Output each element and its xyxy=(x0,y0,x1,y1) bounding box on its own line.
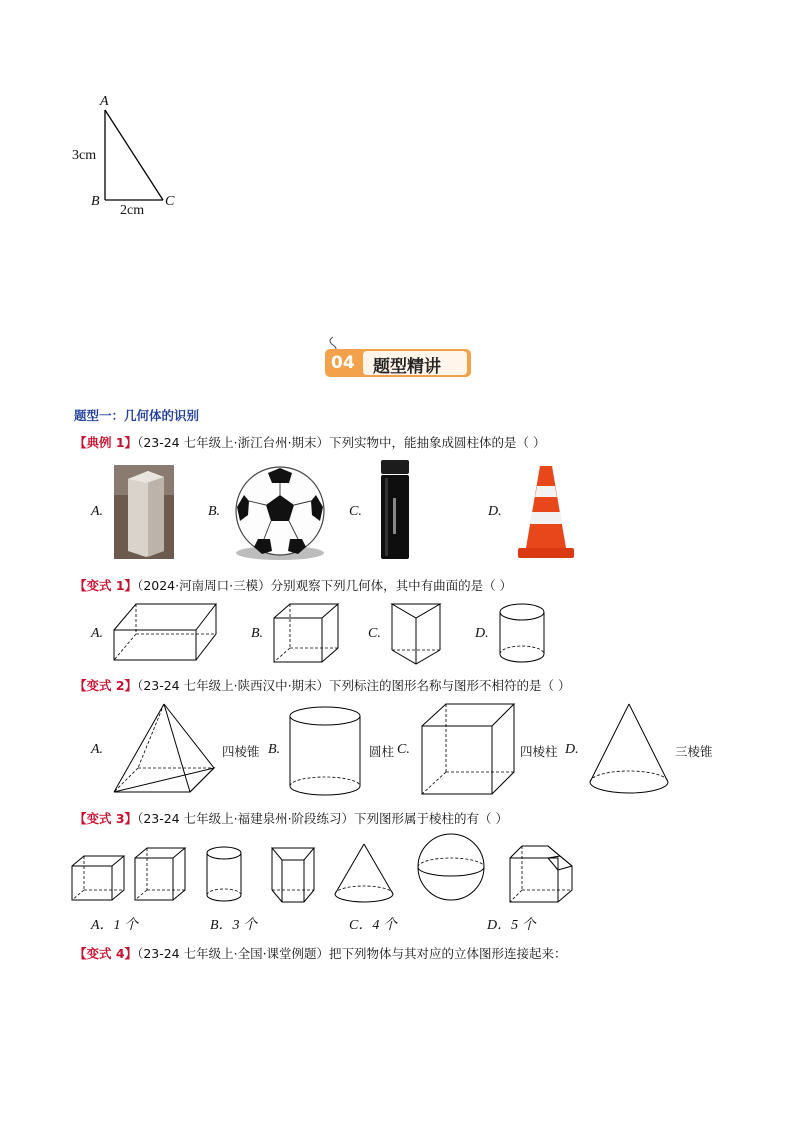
variation-1-tag: 【变式 1】 xyxy=(74,578,138,593)
v2-option-a: A. xyxy=(91,742,104,757)
rectangular-box-shape xyxy=(112,602,218,662)
v1-option-d: D. xyxy=(475,626,489,641)
variation-3-text: （23-24 七年级上·福建泉州·阶段练习）下列图形属于棱柱的有（ ） xyxy=(137,811,509,826)
ex1-option-d: D. xyxy=(488,504,502,519)
v3-option-d: D．5 个 xyxy=(487,918,536,933)
ex1-option-c: C. xyxy=(349,504,362,519)
triangle-vertex-a: A xyxy=(100,94,109,109)
variation-4-text: （23-24 七年级上·全国·课堂例题）把下列物体与其对应的立体图形连接起来： xyxy=(137,946,567,961)
v3-shape-cuboid xyxy=(70,854,126,902)
cylinder-shape-small xyxy=(498,602,548,664)
section-badge xyxy=(323,349,473,385)
section-number: 04 xyxy=(331,353,355,373)
thermos-bottle-image xyxy=(379,460,411,560)
triangle-vertex-c: C xyxy=(165,194,175,209)
section-title: 题型精讲 xyxy=(373,357,441,377)
variation-1-question xyxy=(74,576,512,594)
v2-name-d: 三棱锥 xyxy=(675,744,713,759)
variation-3-question xyxy=(74,809,508,827)
triangle-side-bc: 2cm xyxy=(120,203,145,218)
category-heading: 题型一：几何体的识别 xyxy=(74,408,200,423)
v2-option-d: D. xyxy=(565,742,579,757)
stone-column-image xyxy=(114,465,174,559)
v3-shape-trapezoid-prism xyxy=(270,844,316,906)
v3-option-c: C．4 个 xyxy=(349,918,397,933)
variation-4-tag: 【变式 4】 xyxy=(74,946,138,961)
variation-2-tag: 【变式 2】 xyxy=(74,678,138,693)
v2-name-c: 四棱柱 xyxy=(520,744,558,759)
v2-option-c: C. xyxy=(397,742,410,757)
v3-option-b: B．3 个 xyxy=(210,918,258,933)
cylinder-shape-large xyxy=(288,706,362,798)
v1-option-b: B. xyxy=(251,626,264,641)
v3-option-a: A．1 个 xyxy=(91,918,139,933)
example-1-tag: 【典例 1】 xyxy=(74,435,138,450)
v3-shape-cut-cube xyxy=(508,844,574,904)
variation-2-question xyxy=(74,676,571,694)
ex1-option-b: B. xyxy=(208,504,221,519)
variation-4-question xyxy=(74,944,567,962)
v3-shape-cone xyxy=(333,842,395,906)
cube-shape xyxy=(272,602,340,664)
v2-name-a: 四棱锥 xyxy=(222,744,260,759)
triangle-side-ab: 3cm xyxy=(72,148,97,163)
v1-option-c: C. xyxy=(368,626,381,641)
example-1-text: （23-24 七年级上·浙江台州·期末）下列实物中，能抽象成圆柱体的是（ ） xyxy=(137,435,546,450)
triangular-prism-shape xyxy=(390,600,444,666)
soccer-ball-image xyxy=(232,465,328,561)
variation-1-text: （2024·河南周口·三模）分别观察下列几何体，其中有曲面的是（ ） xyxy=(137,578,513,593)
cube-prism-shape xyxy=(420,702,516,796)
example-1-question xyxy=(74,433,546,451)
variation-2-text: （23-24 七年级上·陕西汉中·期末）下列标注的图形名称与图形不相符的是（ ） xyxy=(137,678,571,693)
pyramid-shape xyxy=(112,702,216,796)
ex1-option-a: A. xyxy=(91,504,104,519)
traffic-cone-image xyxy=(518,464,574,560)
variation-3-tag: 【变式 3】 xyxy=(74,811,138,826)
v3-shape-sphere xyxy=(416,832,486,902)
v3-shape-cylinder xyxy=(205,845,245,905)
triangle-vertex-b: B xyxy=(91,194,100,209)
v2-name-b: 圆柱 xyxy=(369,744,395,759)
v1-option-a: A. xyxy=(91,626,104,641)
cone-shape-large xyxy=(588,702,670,796)
v3-shape-cube xyxy=(133,846,187,902)
v2-option-b: B. xyxy=(268,742,281,757)
